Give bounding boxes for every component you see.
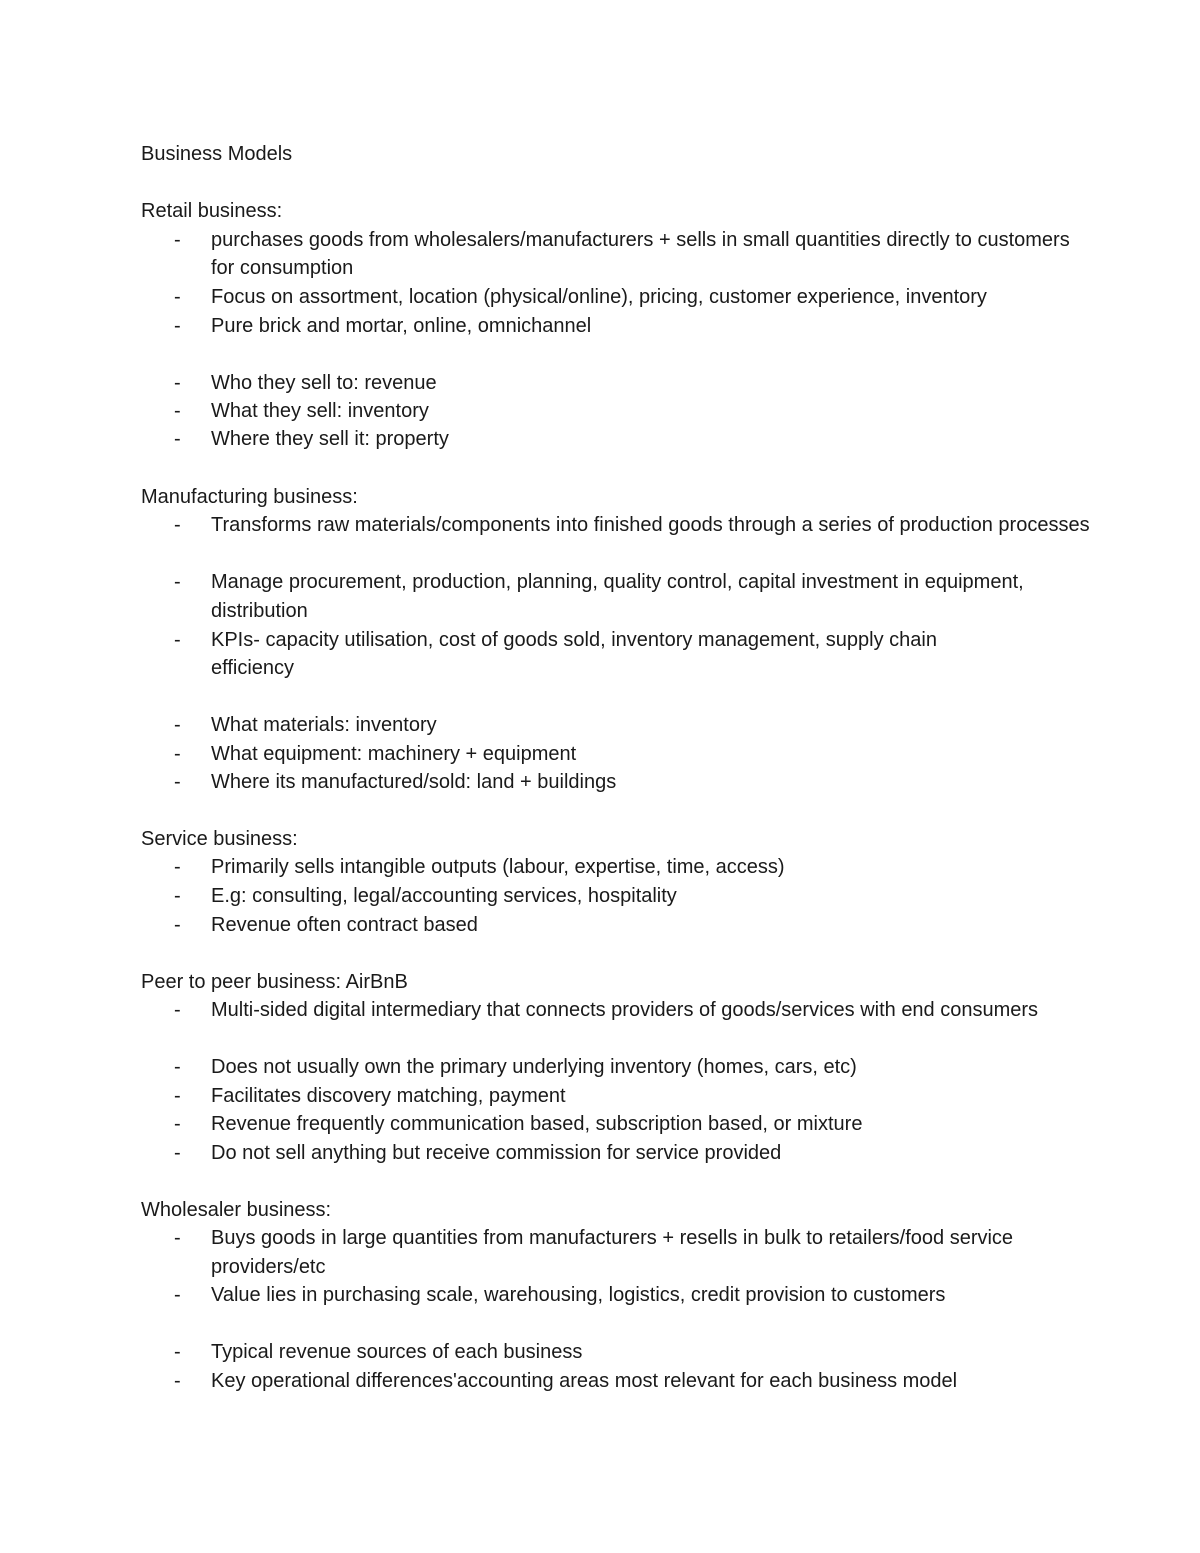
bullet-text: Focus on assortment, location (physical/online), pricing, customer experience, inventory [211,286,987,308]
bullet-text: Manage procurement, production, planning, quality control, capital investment in equipment, [211,571,1024,593]
bullet-text: Buys goods in large quantities from manufacturers + resells in bulk to retailers/food service [211,1227,1014,1249]
bullet-text: Transforms raw materials/components into finished goods through a series of production processes [211,514,1090,536]
bullet-text-continuation: efficiency [211,657,295,679]
bullet-text: Typical revenue sources of each business [211,1341,583,1363]
bullet-text: purchases goods from wholesalers/manufacturers + sells in small quantities directly to customers [211,229,1070,251]
bullet-dash: - [174,400,181,422]
section-heading: Manufacturing business: [141,486,358,508]
bullet-dash: - [174,1227,181,1249]
bullet-dash: - [174,1056,181,1078]
document-title: Business Models [141,143,293,165]
bullet-dash: - [174,428,181,450]
bullet-dash: - [174,1341,181,1363]
bullet-dash: - [174,856,181,878]
bullet-text: Who they sell to: revenue [211,372,437,394]
bullet-dash: - [174,914,181,936]
bullet-text: KPIs- capacity utilisation, cost of goods sold, inventory management, supply chain [211,629,937,651]
bullet-text-continuation: distribution [211,600,308,622]
bullet-dash: - [174,372,181,394]
bullet-text: What they sell: inventory [211,400,429,422]
bullet-dash: - [174,286,181,308]
bullet-dash: - [174,771,181,793]
bullet-dash: - [174,514,181,536]
bullet-text: Does not usually own the primary underlying inventory (homes, cars, etc) [211,1056,857,1078]
section-heading: Retail business: [141,200,283,222]
bullet-text: Facilitates discovery matching, payment [211,1085,566,1107]
bullet-text: E.g: consulting, legal/accounting services, hospitality [211,885,677,907]
bullet-text: Value lies in purchasing scale, warehousing, logistics, credit provision to customers [211,1284,946,1306]
bullet-text: Key operational differences'accounting areas most relevant for each business model [211,1370,958,1392]
bullet-dash: - [174,999,181,1021]
bullet-dash: - [174,743,181,765]
section-heading: Peer to peer business: AirBnB [141,971,408,993]
section-heading: Service business: [141,828,298,850]
bullet-text: What equipment: machinery + equipment [211,743,577,765]
bullet-dash: - [174,1370,181,1392]
bullet-dash: - [174,714,181,736]
bullet-text: Multi-sided digital intermediary that connects providers of goods/services with end consumers [211,999,1039,1021]
bullet-text-continuation: providers/etc [211,1256,326,1278]
bullet-text: Do not sell anything but receive commission for service provided [211,1142,782,1164]
bullet-text: What materials: inventory [211,714,437,736]
bullet-dash: - [174,1113,181,1135]
bullet-text: Pure brick and mortar, online, omnichannel [211,315,592,337]
bullet-text: Where they sell it: property [211,428,449,450]
bullet-text: Where its manufactured/sold: land + buildings [211,771,617,793]
bullet-text: Revenue frequently communication based, subscription based, or mixture [211,1113,863,1135]
bullet-dash: - [174,1284,181,1306]
section-heading: Wholesaler business: [141,1199,332,1221]
bullet-dash: - [174,629,181,651]
bullet-text: Primarily sells intangible outputs (labour, expertise, time, access) [211,856,785,878]
bullet-dash: - [174,1085,181,1107]
bullet-dash: - [174,229,181,251]
bullet-dash: - [174,315,181,337]
bullet-dash: - [174,571,181,593]
bullet-dash: - [174,1142,181,1164]
bullet-text: Revenue often contract based [211,914,478,936]
bullet-text-continuation: for consumption [211,257,354,279]
bullet-dash: - [174,885,181,907]
